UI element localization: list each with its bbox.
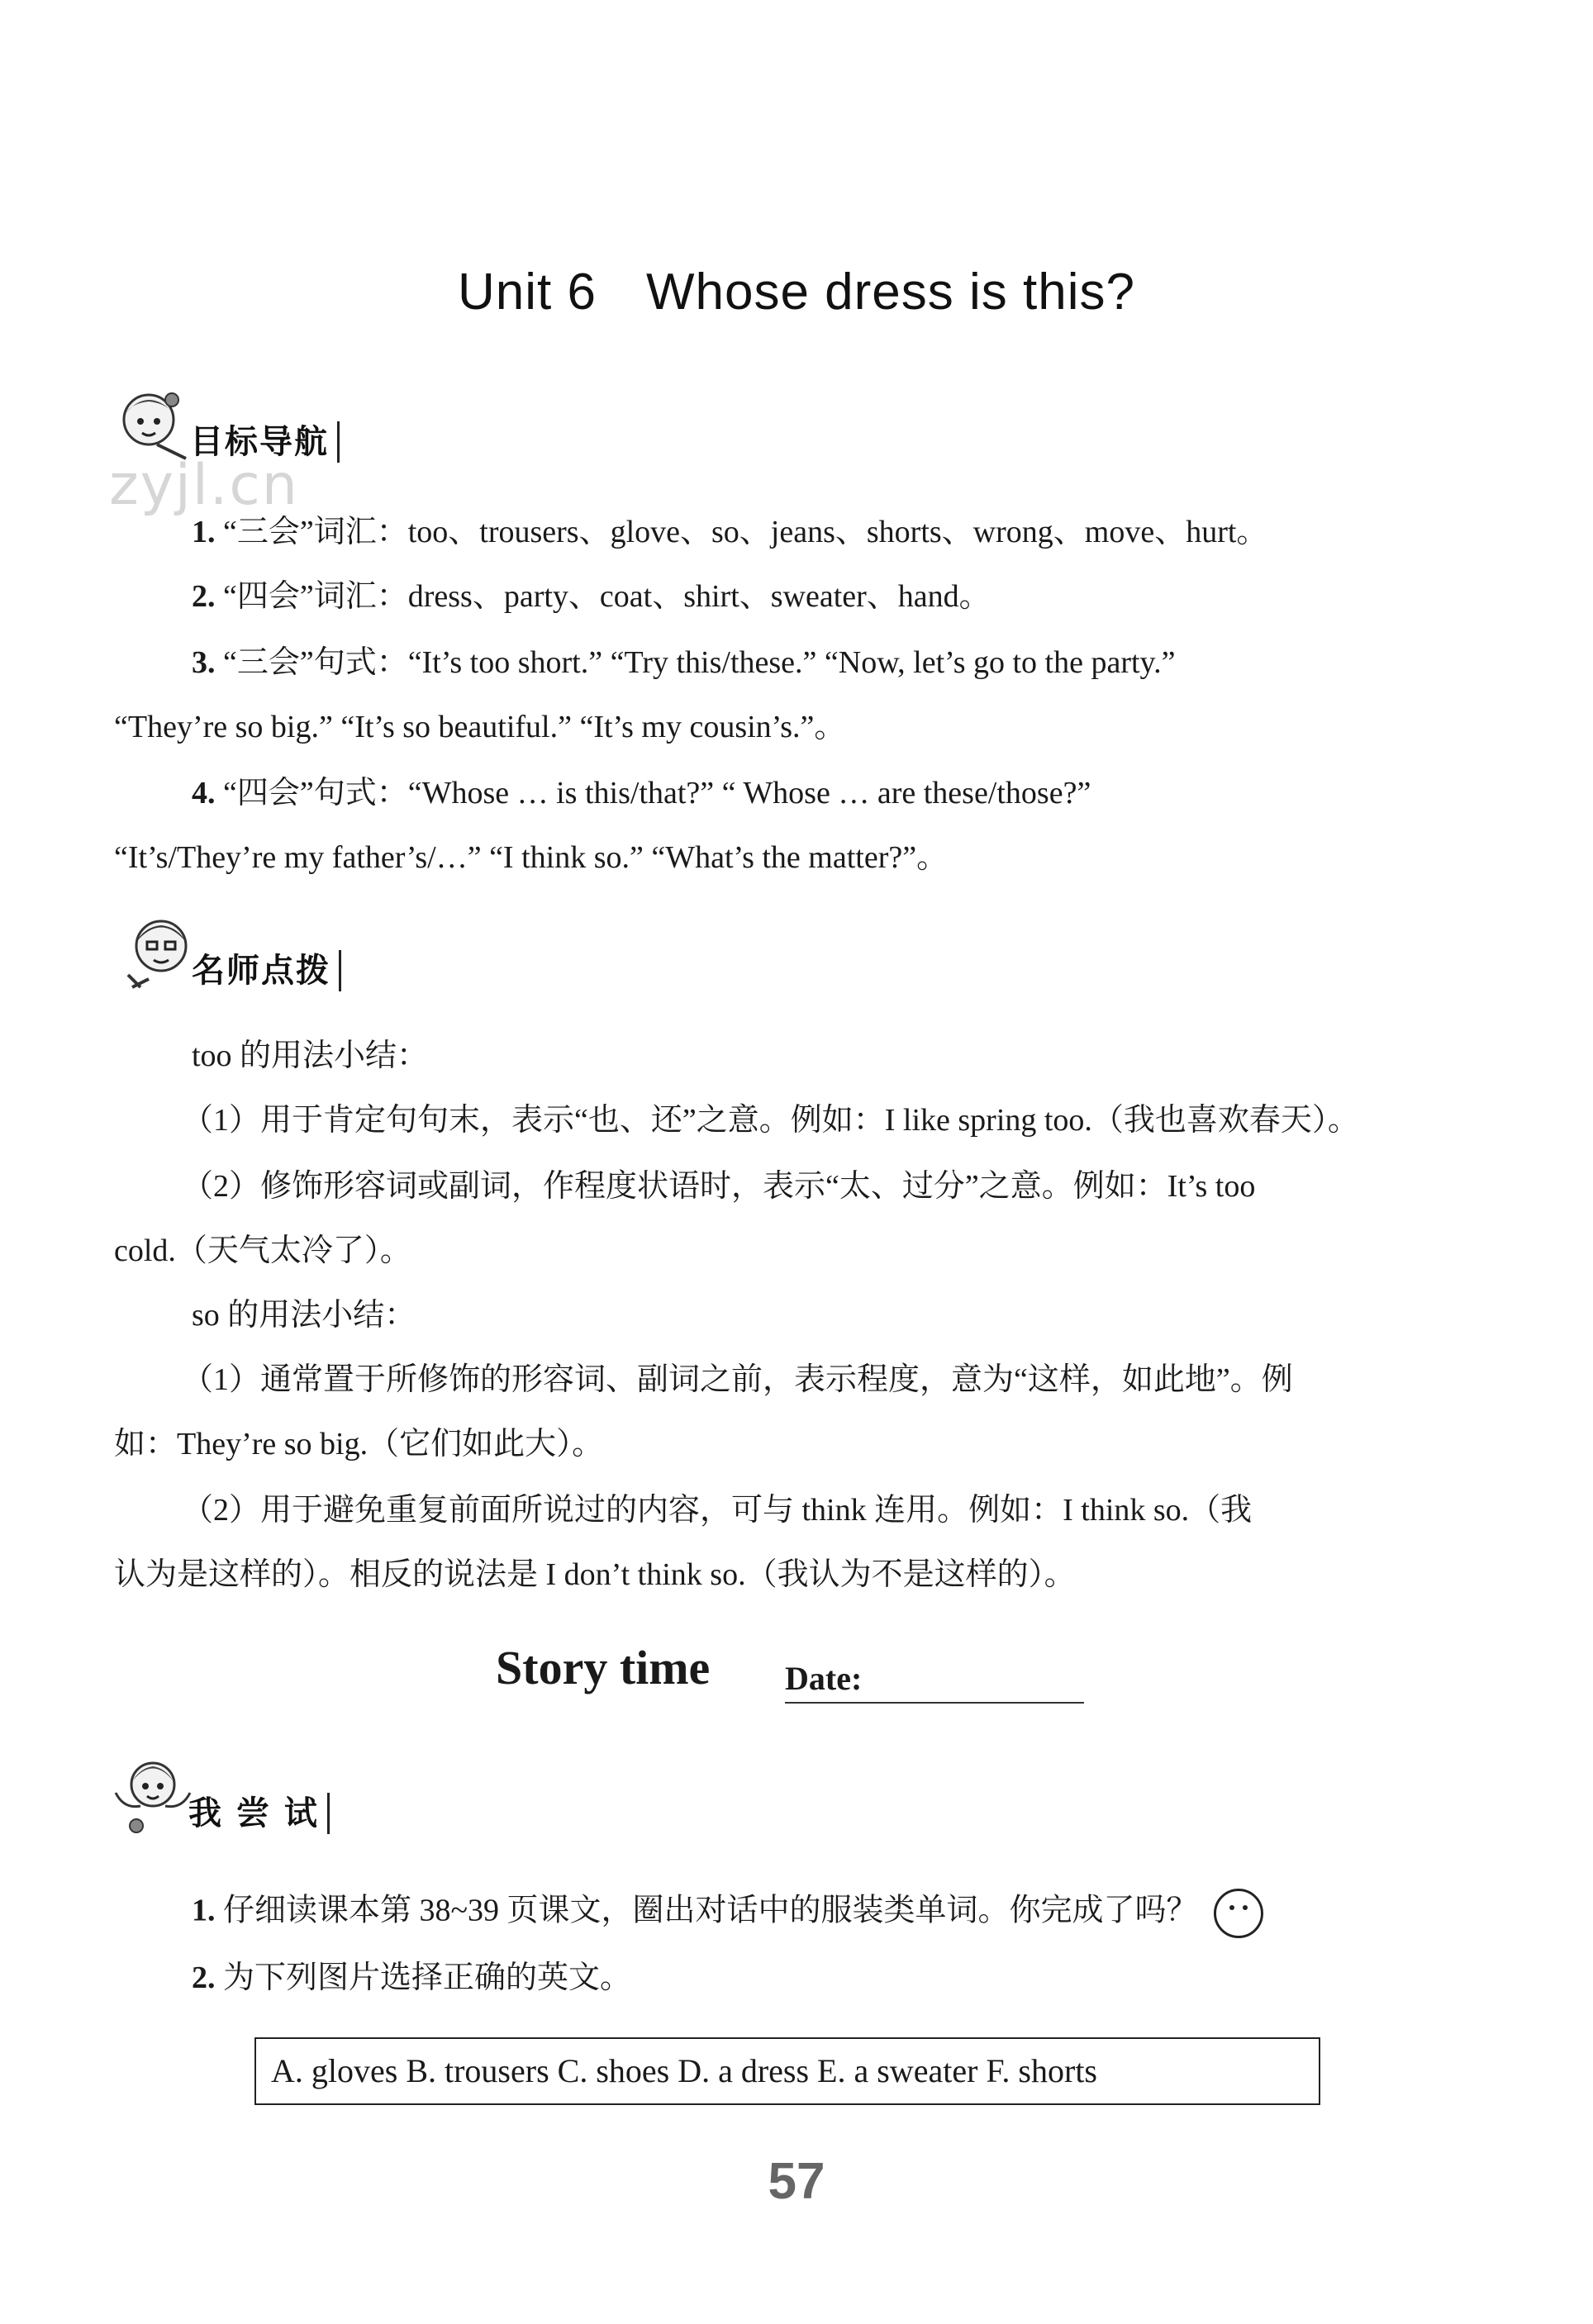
watermark: zyjl.cn (109, 453, 299, 518)
too-usage-2b: cold.（天气太冷了）。 (114, 1233, 411, 1268)
exercise-1: 1. 仔细读课本第 38~39 页课文，圈出对话中的服装类单词。你完成了吗？ (192, 1889, 1263, 1938)
section-try-heading (107, 1751, 380, 1842)
fairy-mascot-icon (107, 1751, 198, 1842)
goal-item-3: 3. “三会”句式：“It’s too short.” “Try this/these.” “Now, let’s go to the party.” (192, 645, 1176, 680)
date-blank[interactable] (785, 1702, 1084, 1704)
section-tips-title: 名师点拨 (192, 950, 341, 991)
so-usage-title: so 的用法小结： (192, 1298, 416, 1333)
too-usage-title: too 的用法小结： (192, 1038, 429, 1073)
date-label: Date: (785, 1660, 863, 1697)
story-time-title: Story time (496, 1641, 711, 1694)
section-tips-heading (116, 909, 413, 1000)
smiley-face-icon[interactable] (1214, 1889, 1263, 1938)
so-usage-1a: （1）通常置于所修饰的形容词、副词之前，表示程度，意为“这样，如此地”。例 (182, 1362, 1293, 1397)
so-usage-1b: 如：They’re so big.（它们如此大）。 (114, 1427, 604, 1461)
so-usage-2a: （2）用于避免重复前面所说过的内容，可与 think 连用。例如：I think so.（我 (182, 1493, 1253, 1528)
section-try-title: 我 尝 试 (188, 1793, 330, 1834)
too-usage-1: （1）用于肯定句句末，表示“也、还”之意。例如：I like spring too.（我也喜欢春天）。 (182, 1103, 1359, 1138)
too-usage-2a: （2）修饰形容词或副词，作程度状语时，表示“太、过分”之意。例如：It’s too (182, 1169, 1256, 1204)
page-title (0, 263, 1593, 321)
goal-item-4-cont: “It’s/They’re my father’s/…” “I think so.” “What’s the matter?”。 (114, 840, 949, 875)
goal-item-3-cont: “They’re so big.” “It’s so beautiful.” “It’s my cousin’s.”。 (114, 710, 846, 744)
goal-item-4: 4. “四会”句式：“Whose … is this/that?” “ Whose … are these/those?” (192, 776, 1091, 810)
goal-item-1: 1. “三会”词汇：too、trousers、glove、so、jeans、shorts、wrong、move、hurt。 (192, 515, 1268, 549)
unit-title: Whose dress is this? (645, 264, 1135, 321)
page-number: 57 (768, 2153, 825, 2210)
goal-item-2: 2. “四会”词汇：dress、party、coat、shirt、sweater、hand。 (192, 579, 991, 614)
so-usage-2b: 认为是这样的）。相反的说法是 I don’t think so.（我认为不是这样的）。 (114, 1557, 1076, 1592)
section-goals-title: 目标导航 (190, 421, 340, 463)
exercise-2: 2. 为下列图片选择正确的英文。 (192, 1960, 632, 1995)
unit-label: Unit 6 (458, 264, 597, 321)
answer-options-box: A. gloves B. trousers C. shoes D. a dress E. a sweater F. shorts (254, 2037, 1320, 2105)
